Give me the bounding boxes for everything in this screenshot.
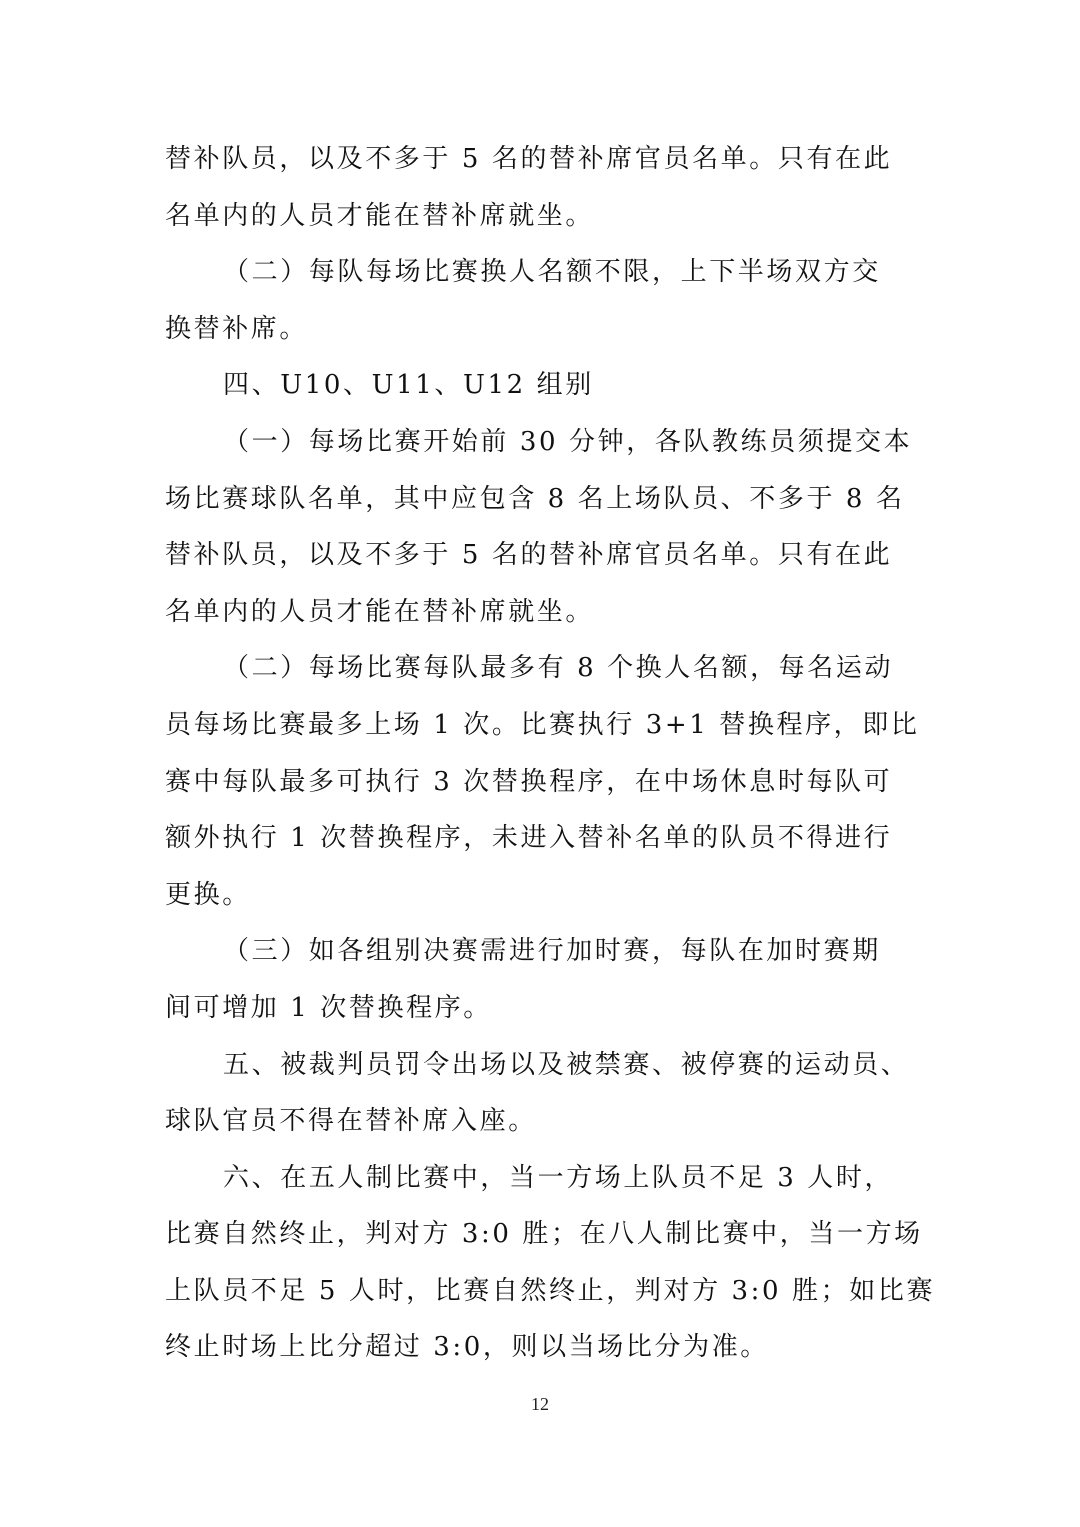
text-line: 名单内的人员才能在替补席就坐。	[165, 596, 595, 627]
text-line: 名单内的人员才能在替补席就坐。	[165, 200, 595, 231]
paragraph-start-line: （三）如各组别决赛需进行加时赛，每队在加时赛期	[223, 936, 881, 967]
text-line: 赛中每队最多可执行 3 次替换程序，在中场休息时每队可	[165, 766, 893, 797]
paragraph-start-line: （二）每场比赛每队最多有 8 个换人名额，每名运动	[223, 653, 894, 684]
text-line: 球队官员不得在替补席入座。	[165, 1106, 537, 1137]
text-line: 员每场比赛最多上场 1 次。比赛执行 3+1 替换程序，即比	[165, 709, 920, 740]
text-line: 终止时场上比分超过 3:0，则以当场比分为准。	[165, 1332, 769, 1363]
section-heading: 六、在五人制比赛中，当一方场上队员不足 3 人时，	[223, 1162, 894, 1193]
text-line: 场比赛球队名单，其中应包含 8 名上场队员、不多于 8 名	[165, 483, 905, 514]
text-line: 更换。	[165, 879, 251, 910]
text-line: 比赛自然终止，判对方 3:0 胜；在八人制比赛中，当一方场	[165, 1219, 923, 1250]
text-line: 替补队员，以及不多于 5 名的替补席官员名单。只有在此	[165, 540, 893, 571]
page-number: 12	[531, 1394, 549, 1414]
document-body	[165, 131, 936, 1376]
paragraph-start-line: （一）每场比赛开始前 30 分钟，各队教练员须提交本	[223, 426, 913, 457]
section-heading: 四、U10、U11、U12 组别	[223, 370, 594, 401]
text-line: 额外执行 1 次替换程序，未进入替补名单的队员不得进行	[165, 823, 893, 854]
section-heading: 五、被裁判员罚令出场以及被禁赛、被停赛的运动员、	[223, 1049, 910, 1080]
text-line: 间可增加 1 次替换程序。	[165, 992, 492, 1023]
paragraph-start-line: （二）每队每场比赛换人名额不限，上下半场双方交	[223, 257, 881, 288]
text-line: 替补队员，以及不多于 5 名的替补席官员名单。只有在此	[165, 144, 893, 174]
text-line: 换替补席。	[165, 313, 309, 344]
text-line: 上队员不足 5 人时，比赛自然终止，判对方 3:0 胜；如比赛	[165, 1275, 936, 1306]
